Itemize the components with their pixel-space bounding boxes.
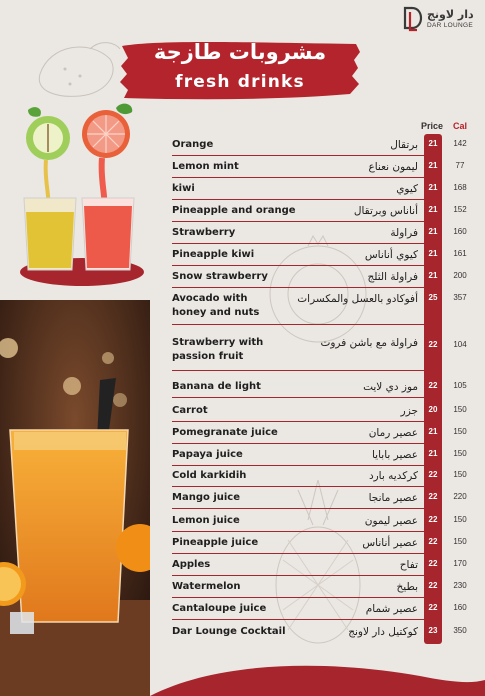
item-english-name: Pineapple kiwi (172, 249, 255, 260)
item-english-name: Orange (172, 139, 214, 150)
item-calories: 200 (453, 271, 467, 280)
item-arabic-name: أناناس وبرتقال (353, 205, 418, 217)
item-price: 21 (428, 427, 438, 436)
logo-arabic-text: دار لاونج (427, 8, 474, 21)
item-english-name: Cantaloupe juice (172, 603, 267, 614)
item-calories: 350 (453, 626, 467, 635)
row-divider (172, 575, 424, 576)
item-arabic-name: فراولة مع باشن فروت (320, 337, 418, 349)
item-price: 21 (428, 183, 438, 192)
item-price: 22 (428, 492, 438, 501)
item-calories: 152 (453, 205, 467, 214)
item-english-name: Lemon mint (172, 161, 239, 172)
item-arabic-name: عصير أناناس (362, 537, 418, 549)
juice-glasses-illustration (10, 100, 150, 290)
logo-english-text: DAR LOUNGE (427, 22, 473, 29)
item-calories: 150 (453, 515, 467, 524)
item-calories: 230 (453, 581, 467, 590)
item-english-name: Cold karkidih (172, 470, 247, 481)
row-divider (172, 531, 424, 532)
dar-lounge-logo (403, 6, 474, 32)
item-arabic-name: كركديه بارد (368, 470, 418, 482)
row-divider (172, 287, 424, 288)
item-arabic-name: بطيخ (396, 581, 418, 593)
item-price: 22 (428, 537, 438, 546)
item-english-name: Watermelon (172, 581, 241, 592)
item-price: 21 (428, 205, 438, 214)
orange-juice-glass-image (0, 300, 150, 696)
row-divider (172, 177, 424, 178)
title-arabic: مشروبات طازجة (153, 40, 327, 64)
item-arabic-name: عصير شمام (365, 603, 418, 615)
item-calories: 160 (453, 603, 467, 612)
item-calories: 150 (453, 427, 467, 436)
item-price: 22 (428, 515, 438, 524)
price-column-header: Price (421, 121, 444, 131)
item-arabic-name: عصير مانجا (368, 492, 418, 504)
row-divider (172, 443, 424, 444)
item-price: 23 (428, 626, 438, 635)
item-price: 22 (428, 581, 438, 590)
item-arabic-name: عصير بابايا (371, 449, 418, 461)
item-calories: 170 (453, 559, 467, 568)
item-calories: 150 (453, 449, 467, 458)
item-price: 25 (428, 293, 438, 302)
item-calories: 150 (453, 537, 467, 546)
item-price: 21 (428, 449, 438, 458)
item-price: 21 (428, 227, 438, 236)
item-price: 22 (428, 340, 438, 349)
item-arabic-name: ليمون نعناع (368, 161, 418, 173)
item-english-name: Carrot (172, 405, 208, 416)
dl-logo-icon (403, 6, 423, 32)
cal-column-header: Cal (453, 121, 468, 131)
orange-juice-photo (0, 300, 150, 696)
item-english-name: Snow strawberry (172, 271, 268, 282)
item-price: 21 (428, 271, 438, 280)
row-divider (172, 486, 424, 487)
row-divider (172, 553, 424, 554)
item-calories: 150 (453, 470, 467, 479)
item-arabic-name: فراولة الثلج (367, 271, 418, 283)
item-arabic-name: كيوي أناناس (364, 249, 418, 261)
item-english-name: Mango juice (172, 492, 241, 503)
strawberry-sketch-decoration (30, 34, 125, 104)
title-english: fresh drinks (175, 72, 305, 92)
item-arabic-name: عصير ليمون (364, 515, 418, 527)
item-english-name: Pineapple juice (172, 537, 259, 548)
item-calories: 160 (453, 227, 467, 236)
item-arabic-name: موز دي لايت (363, 381, 418, 393)
item-english-name: Strawberry with passion fruit (172, 337, 264, 362)
item-arabic-name: كيوي (396, 183, 418, 195)
pineapple-sketch-decoration (258, 470, 378, 650)
item-english-name: Banana de light (172, 381, 261, 392)
row-divider (172, 265, 424, 266)
item-price: 22 (428, 603, 438, 612)
item-price: 21 (428, 161, 438, 170)
item-english-name: Dar Lounge Cocktail (172, 626, 286, 637)
item-calories: 220 (453, 492, 467, 501)
item-english-name: Avocado with honey and nuts (172, 293, 260, 318)
item-price: 22 (428, 559, 438, 568)
row-divider (172, 370, 424, 371)
item-arabic-name: برتقال (390, 139, 418, 151)
item-english-name: Strawberry (172, 227, 236, 238)
item-price: 21 (428, 249, 438, 258)
row-divider (172, 199, 424, 200)
item-calories: 105 (453, 381, 467, 390)
item-english-name: Pineapple and orange (172, 205, 296, 216)
item-calories: 168 (453, 183, 467, 192)
item-arabic-name: جزر (400, 405, 418, 417)
item-english-name: Pomegranate juice (172, 427, 278, 438)
item-price: 20 (428, 405, 438, 414)
item-arabic-name: فراولة (390, 227, 418, 239)
item-calories: 104 (453, 340, 467, 349)
item-calories: 77 (455, 161, 465, 170)
row-divider (172, 243, 424, 244)
row-divider (172, 324, 424, 325)
row-divider (172, 597, 424, 598)
row-divider (172, 619, 424, 620)
item-price: 22 (428, 381, 438, 390)
item-arabic-name: تفاح (399, 559, 418, 571)
row-divider (172, 221, 424, 222)
item-english-name: Papaya juice (172, 449, 243, 460)
item-english-name: kiwi (172, 183, 195, 194)
row-divider (172, 397, 424, 398)
bottom-curve-decoration (0, 640, 485, 696)
item-arabic-name: أفوكادو بالعسل والمكسرات (297, 293, 418, 305)
item-price: 21 (428, 139, 438, 148)
item-arabic-name: كوكتيل دار لاونج (348, 626, 418, 638)
item-calories: 150 (453, 405, 467, 414)
item-price: 22 (428, 470, 438, 479)
item-calories: 357 (453, 293, 467, 302)
item-english-name: Lemon juice (172, 515, 240, 526)
item-arabic-name: عصير رمان (368, 427, 418, 439)
item-calories: 161 (453, 249, 467, 258)
item-english-name: Apples (172, 559, 211, 570)
row-divider (172, 421, 424, 422)
row-divider (172, 508, 424, 509)
row-divider (172, 155, 424, 156)
item-calories: 142 (453, 139, 467, 148)
row-divider (172, 465, 424, 466)
